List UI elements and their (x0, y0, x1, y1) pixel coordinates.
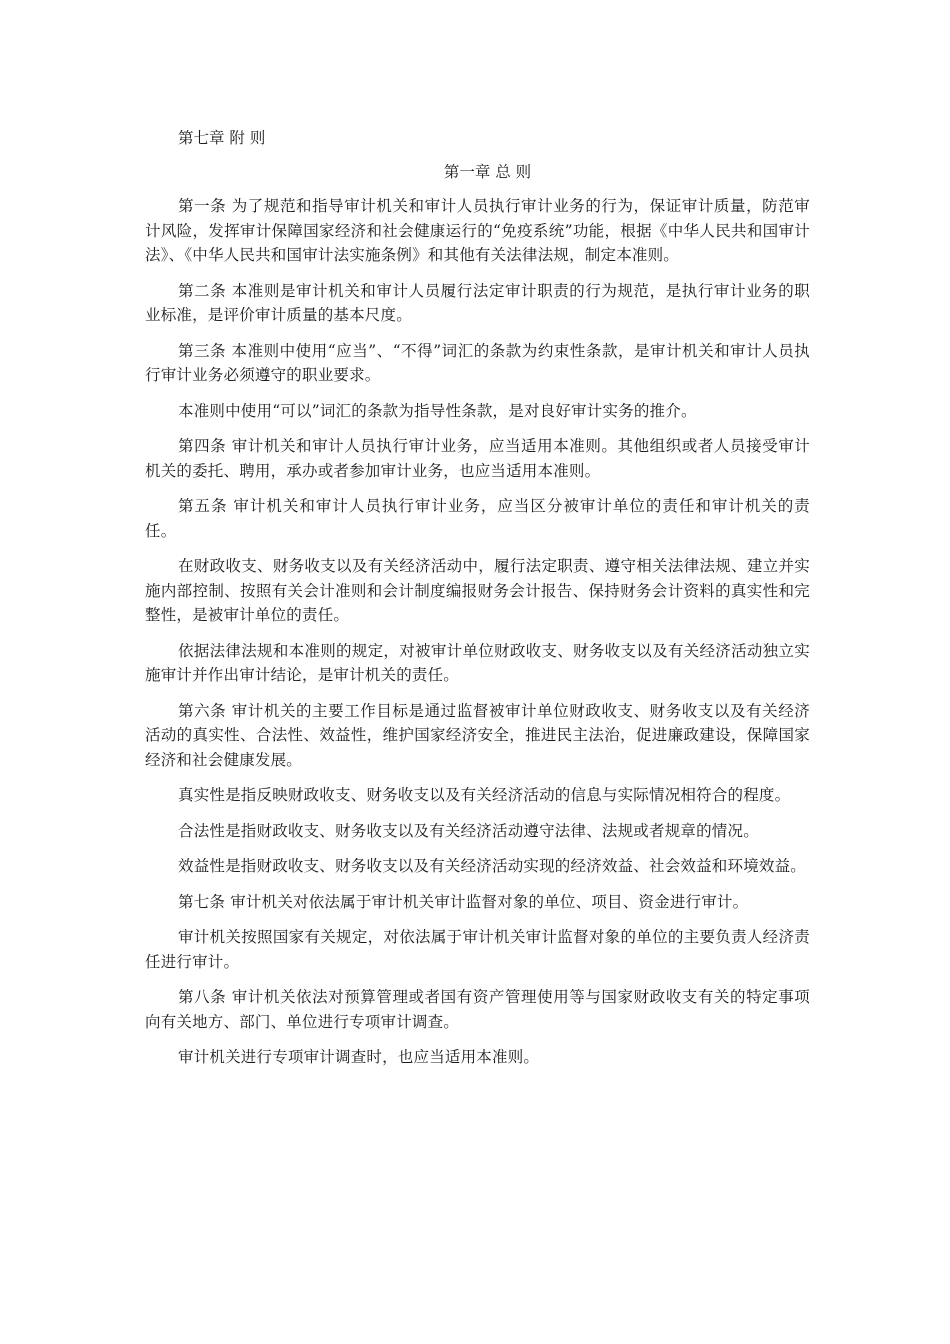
article-8-paragraph: 第八条 审计机关依法对预算管理或者国有资产管理使用等与国家财政收支有关的特定事项向有关地方、部门、单位进行专项审计调查。 (145, 988, 810, 1031)
truthfulness-definition-paragraph: 真实性是指反映财政收支、财务收支以及有关经济活动的信息与实际情况相符合的程度。 (178, 786, 791, 804)
article-3-paragraph: 第三条 本准则中使用“应当”、“不得”词汇的条款为约束性条款，是审计机关和审计人员执行审计业务必须遵守的职业要求。 (145, 341, 810, 384)
article-4-paragraph: 第四条 审计机关和审计人员执行审计业务，应当适用本准则。其他组织或者人员接受审计机关的委托、聘用，承办或者参加审计业务，也应当适用本准则。 (145, 437, 810, 480)
chapter-7-heading: 第七章 附 则 (178, 129, 266, 147)
article-6-paragraph: 第六条 审计机关的主要工作目标是通过监督被审计单位财政收支、财务收支以及有关经济活动的真实性、合法性、效益性，维护国家经济安全，推进民主法治，促进廉政建设，保障国家经济和社会健康发展。 (145, 701, 810, 769)
article-7-paragraph: 第七条 审计机关对依法属于审计机关审计监督对象的单位、项目、资金进行审计。 (178, 892, 749, 911)
article-1-paragraph: 第一条 为了规范和指导审计机关和审计人员执行审计业务的行为，保证审计质量，防范审计风险，发挥审计保障国家经济和社会健康运行的“免疫系统”功能，根据《中华人民共和国审计法》、《中华人民共和国审计法实施条例》和其他有关法律法规，制定本准则。 (145, 197, 810, 264)
article-7-economic-responsibility-paragraph: 审计机关按照国家有关规定，对依法属于审计机关审计监督对象的单位的主要负责人经济责任进行审计。 (145, 928, 810, 971)
legality-definition-paragraph: 合法性是指财政收支、财务收支以及有关经济活动遵守法律、法规或者规章的情况。 (178, 821, 759, 840)
article-3-note-paragraph: 本准则中使用“可以”词汇的条款为指导性条款，是对良好审计实务的推介。 (178, 401, 697, 420)
article-5-paragraph: 第五条 审计机关和审计人员执行审计业务，应当区分被审计单位的责任和审计机关的责任。 (145, 497, 810, 540)
document-body (145, 126, 810, 1081)
chapter-1-heading: 第一章 总 则 (443, 163, 532, 181)
article-8-special-survey-paragraph: 审计机关进行专项审计调查时，也应当适用本准则。 (178, 1048, 540, 1066)
article-5-auditor-responsibility-paragraph: 依据法律法规和本准则的规定，对被审计单位财政收支、财务收支以及有关经济活动独立实施审计并作出审计结论，是审计机关的责任。 (145, 641, 810, 684)
article-5-auditee-responsibility-paragraph: 在财政收支、财务收支以及有关经济活动中，履行法定职责、遵守相关法律法规、建立并实施内部控制、按照有关会计准则和会计制度编报财务会计报告、保持财务会计资料的真实性和完整性，是被审计单位的责任。 (145, 557, 810, 624)
effectiveness-definition-paragraph: 效益性是指财政收支、财务收支以及有关经济活动实现的经济效益、社会效益和环境效益。 (178, 857, 807, 875)
article-2-paragraph: 第二条 本准则是审计机关和审计人员履行法定审计职责的行为规范，是执行审计业务的职业标准，是评价审计质量的基本尺度。 (145, 281, 810, 324)
